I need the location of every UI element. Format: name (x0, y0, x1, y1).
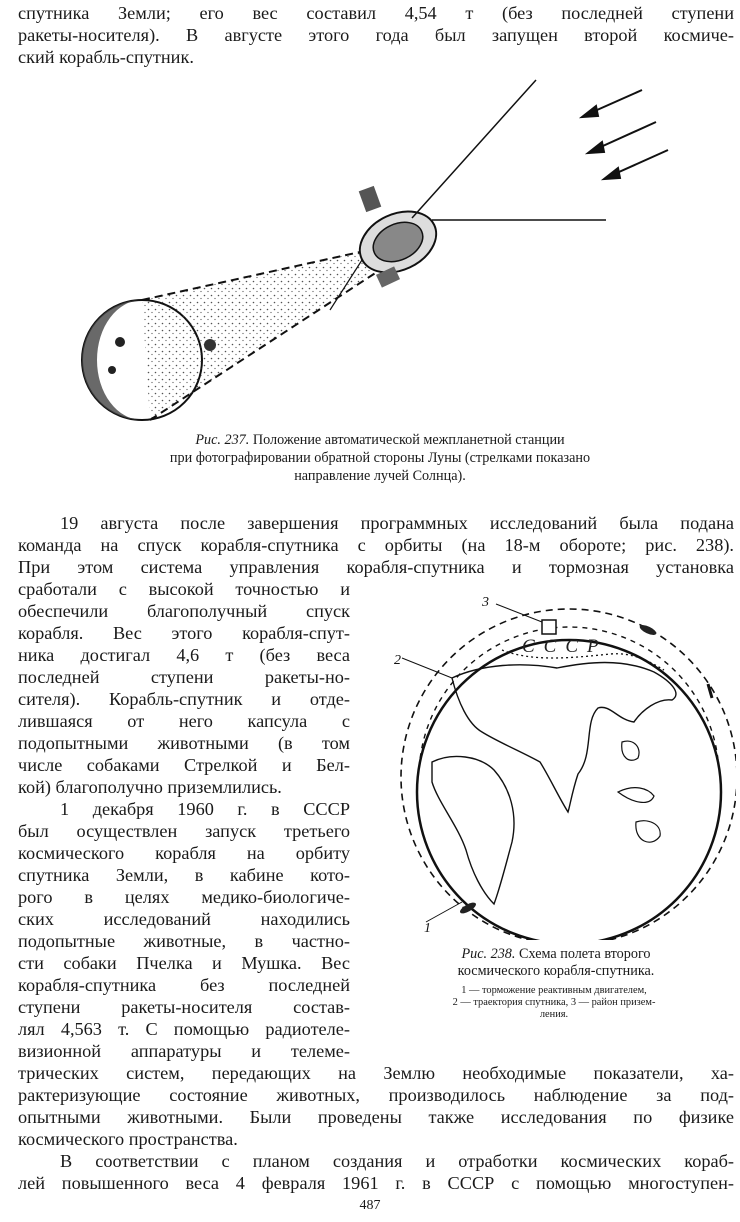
text-line: При этом система управления корабля-спутника и тормозная установка (18, 557, 734, 577)
sun-ray-arrows (582, 90, 668, 179)
caption-line: Схема полета второго (519, 946, 651, 962)
text-line: кой) благополучно приземлились. (18, 777, 282, 797)
figure-label: Рис. 238. (461, 946, 516, 962)
text-line: рактеризующие состояние животных, производилось наблюдение за под- (18, 1085, 734, 1105)
text-line: подопытными животными (в том (18, 733, 350, 753)
earth-globe (417, 640, 721, 940)
caption-line: Положение автоматической межпланетной станции (252, 432, 565, 448)
map-label-ussr: СССР (522, 636, 608, 657)
text-line: лял 4,563 т. С помощью радиотеле- (18, 1019, 350, 1039)
text-line: 1 декабря 1960 г. в СССР (60, 799, 350, 819)
text-line: был осуществлен запуск третьего (18, 821, 350, 841)
text-line: ский корабль-спутник. (18, 47, 194, 67)
text-line: рого в целях медико-биологиче- (18, 887, 350, 907)
caption-line: при фотографировании обратной стороны Луны (стрелками показано (169, 450, 591, 466)
text-line: В соответствии с планом создания и отработки космических кораб- (60, 1151, 734, 1171)
text-line: спутника Земли, в кабине кото- (18, 865, 350, 885)
text-line: числе собаками Стрелкой и Бел- (18, 755, 350, 775)
caption-line: направление лучей Солнца). (294, 468, 466, 484)
text-line: космического пространства. (18, 1129, 238, 1149)
text-line: сителя). Корабль-спутник и отде- (18, 689, 350, 709)
text-line: лившаяся от него капсула с (18, 711, 350, 731)
text-line: ракеты-носителя). В августе этого года был запущен второй космиче- (18, 25, 734, 45)
legend-line: ления. (539, 1009, 569, 1020)
text-line: сти собаки Пчелка и Мушка. Вес (18, 953, 350, 973)
text-line: сработали с высокой точностью и (18, 579, 350, 599)
page-number: 487 (359, 1198, 381, 1213)
text-line: спутника Земли; его вес составил 4,54 т (без последней ступени (18, 3, 734, 23)
callout-2: 2 (394, 653, 401, 668)
text-line: обеспечили благополучный спуск (18, 601, 350, 621)
text-line: 19 августа после завершения программных исследований была подана (60, 513, 734, 533)
text-line: ника достигал 4,6 т (без веса (18, 645, 350, 665)
braking-mark (708, 684, 712, 698)
text-line: лей повышенного веса 4 февраля 1961 г. в СССР с помощью многоступен- (18, 1173, 734, 1193)
legend-line: 2 — траектория спутника, 3 — район призем- (452, 997, 656, 1008)
text-line: последней ступени ракеты-но- (18, 667, 350, 687)
callout-3: 3 (482, 595, 489, 610)
text-line: ступени ракеты-носителя состав- (18, 997, 350, 1017)
landing-area-box (542, 620, 556, 634)
text-line: ских исследований находились (18, 909, 350, 929)
text-line: трических систем, передающих на Землю необходимые показатели, ха- (18, 1063, 734, 1083)
view-cone (142, 252, 380, 420)
text-line: корабля-спутника без последней (18, 975, 350, 995)
callout-1: 1 (424, 921, 431, 936)
text-line: корабля. Вес этого корабля-спут- (18, 623, 350, 643)
figure-label: Рис. 237. (195, 432, 250, 448)
text-line: визионной аппаратуры и телеме- (18, 1041, 350, 1061)
text-line: команда на спуск корабля-спутника с орбиты (на 18-м обороте; рис. 238). (18, 535, 734, 555)
figure-238-diagram (372, 592, 736, 940)
text-line: космического корабля на орбиту (18, 843, 350, 863)
caption-line: космического корабля-спутника. (457, 963, 655, 979)
text-line: подопытные животные, в частно- (18, 931, 350, 951)
text-line: опытными животными. Были проведены также исследования по физике (18, 1107, 734, 1127)
figure-237-illustration (0, 70, 740, 430)
legend-line: 1 — торможение реактивным двигателем, (461, 985, 647, 996)
